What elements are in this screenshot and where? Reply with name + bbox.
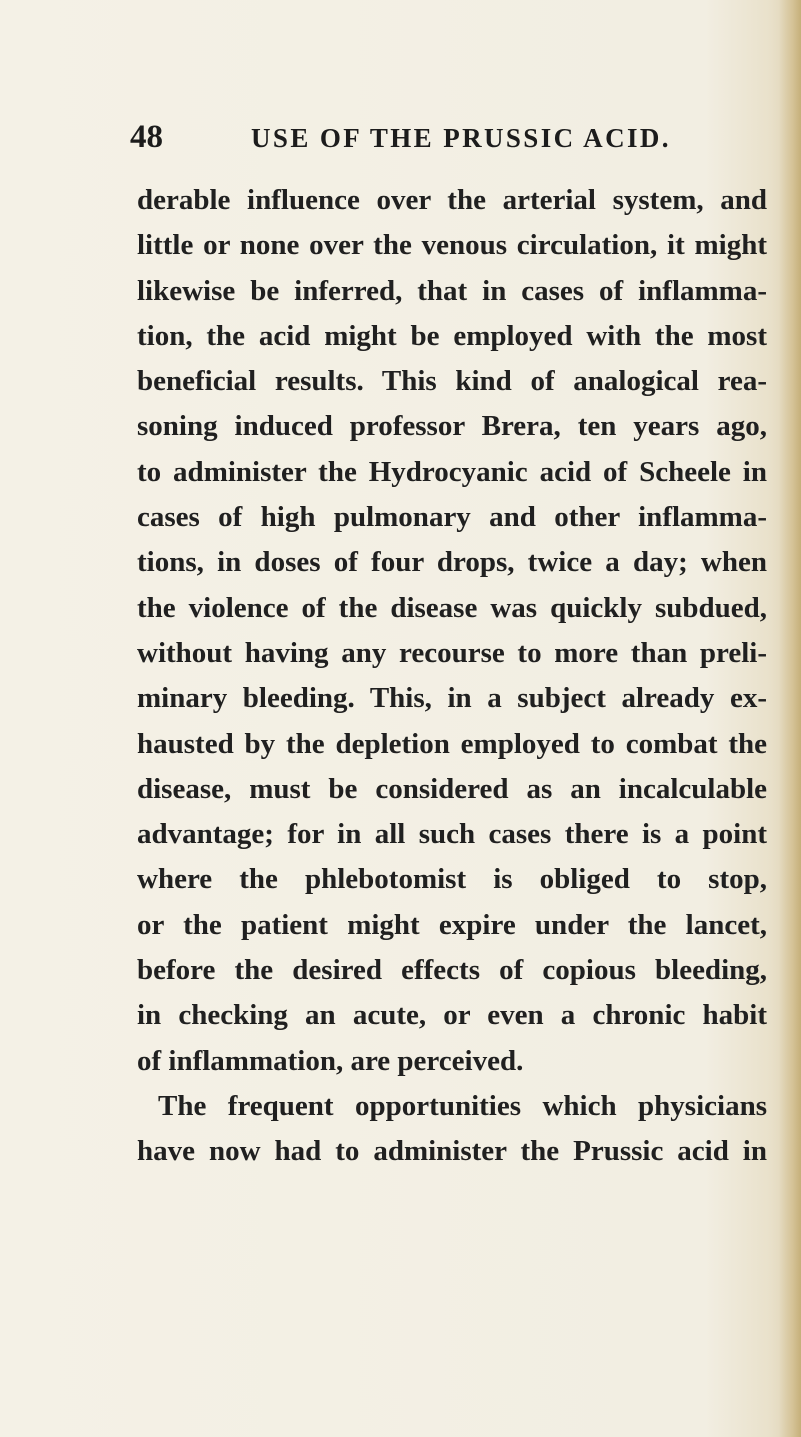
text-line: without having any recourse to more than preli-: [137, 636, 767, 669]
running-head: USE OF THE PRUSSIC ACID.: [251, 123, 671, 153]
text-line: beneficial results. This kind of analogical rea-: [137, 365, 767, 398]
text-line: derable influence over the arterial system, and: [137, 184, 767, 216]
text-line: minary bleeding. This, in a subject already ex-: [137, 682, 767, 715]
text-line: advantage; for in all such cases there is a point: [137, 818, 767, 851]
text-line: have now had to administer the Prussic acid in: [137, 1135, 767, 1168]
text-line: likewise be inferred, that in cases of inflamma-: [137, 274, 767, 307]
text-line: little or none over the venous circulation, it might: [137, 229, 767, 262]
text-line: where the phlebotomist is obliged to stop,: [137, 863, 767, 896]
paragraph-end-line: of inflammation, are perceived.: [137, 1044, 524, 1077]
page-header: [130, 117, 670, 157]
text-line: the violence of the disease was quickly subdued,: [137, 591, 767, 624]
text-line: in checking an acute, or even a chronic habit: [137, 999, 767, 1032]
text-line: before the desired effects of copious bleeding,: [137, 954, 767, 987]
text-line: or the patient might expire under the lancet,: [137, 908, 767, 941]
body-text: [137, 178, 767, 1175]
text-line: hausted by the depletion employed to combat the: [137, 727, 767, 760]
text-line: tions, in doses of four drops, twice a day; when: [137, 546, 767, 579]
text-line: soning induced professor Brera, ten years ago,: [137, 410, 767, 443]
text-line: tion, the acid might be employed with the most: [137, 319, 767, 352]
text-line: cases of high pulmonary and other inflamma-: [137, 501, 767, 534]
text-line: disease, must be considered as an incalculable: [137, 772, 767, 805]
page-edge-shadow: [779, 0, 801, 1437]
text-line: to administer the Hydrocyanic acid of Scheele in: [137, 455, 767, 488]
paragraph-start-line: The frequent opportunities which physicians: [158, 1089, 767, 1122]
page-number: 48: [130, 119, 163, 155]
